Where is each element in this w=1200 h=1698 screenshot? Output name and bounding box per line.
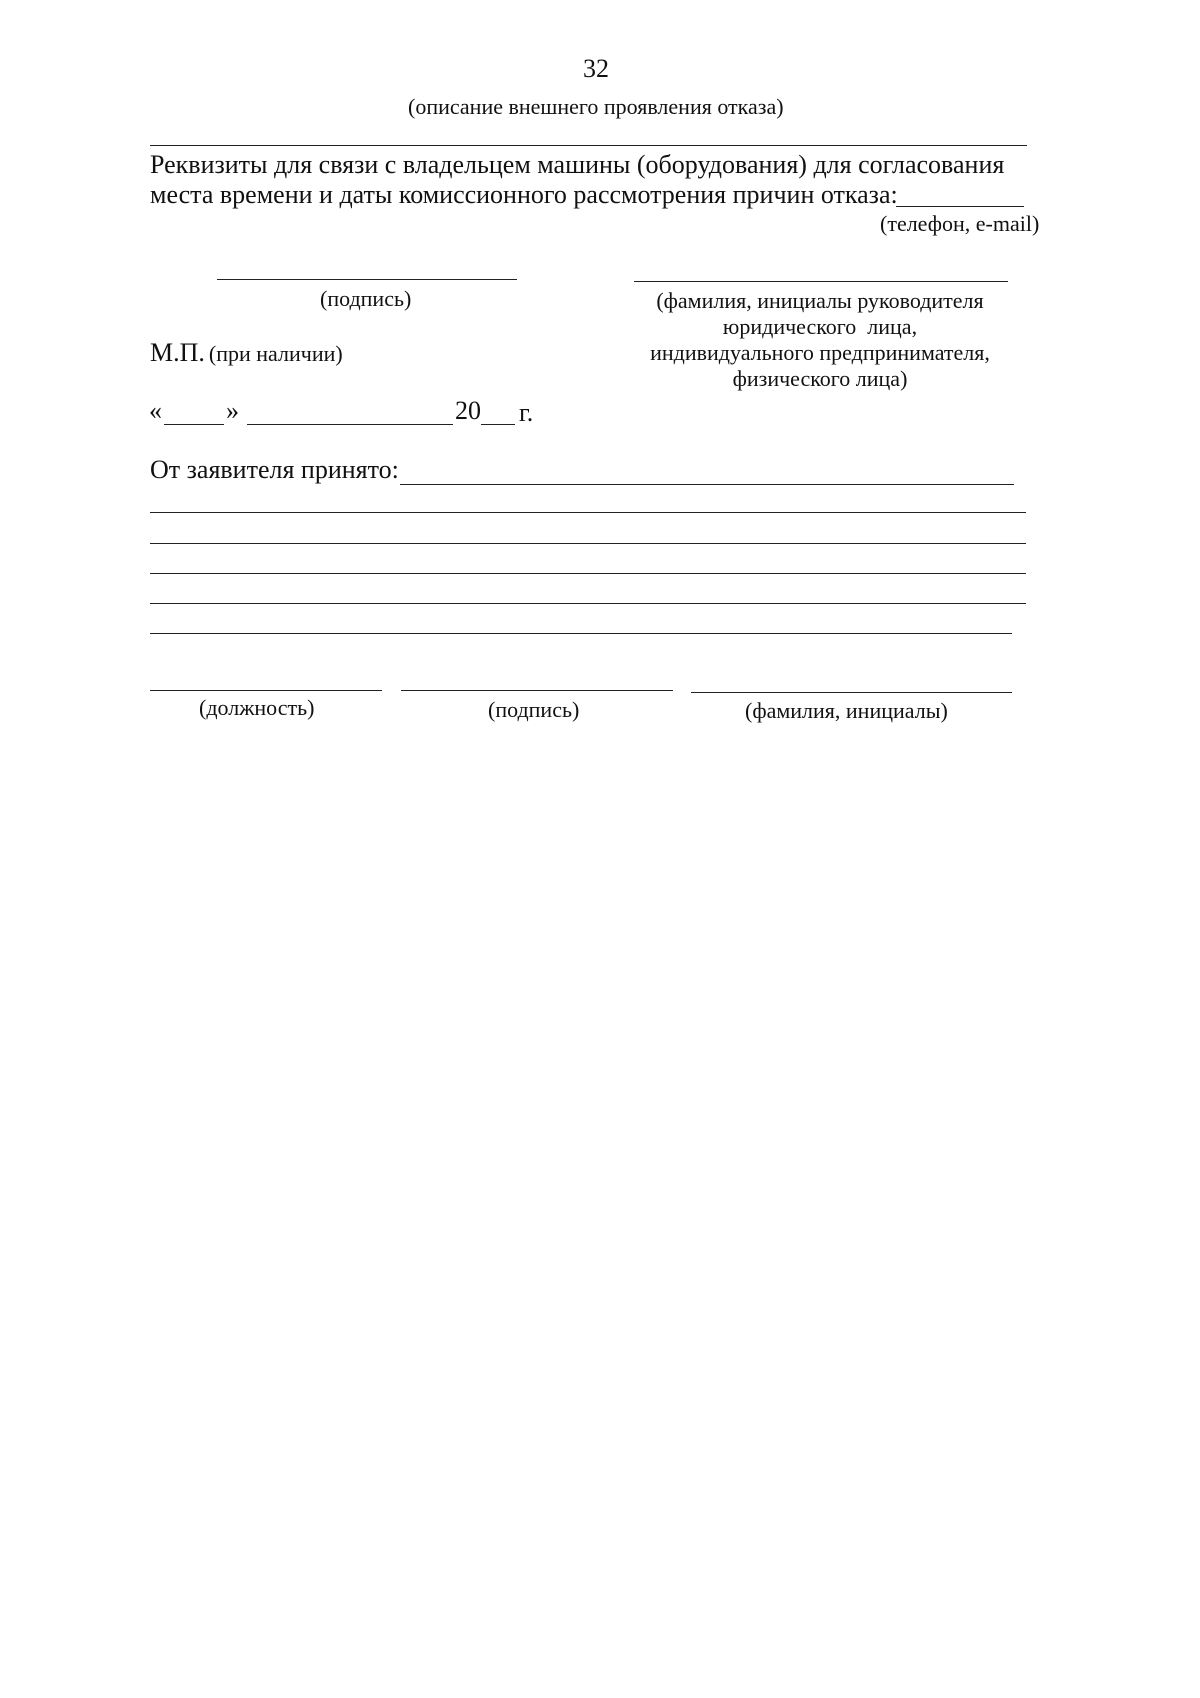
name-caption-line-2: юридического лица, (722, 314, 918, 339)
bottom-signature-caption: (подпись) (488, 697, 580, 722)
acceptance-line-6 (150, 633, 1012, 634)
seal-place (150, 338, 343, 368)
contacts-text-line-2: места времени и даты комиссионного рассмотрения причин отказа: (150, 180, 898, 209)
position-caption: (должность) (199, 695, 315, 720)
date-day-line (164, 424, 224, 425)
date-year-prefix: 20 (455, 396, 481, 425)
failure-description-line (150, 145, 1027, 146)
contacts-input-line (896, 206, 1024, 207)
date-year-line (481, 424, 515, 425)
name-caption (620, 288, 1020, 392)
failure-description-caption: (описание внешнего проявления отказа) (408, 94, 784, 119)
acceptance-line-2 (150, 512, 1026, 513)
date-year-suffix: г. (519, 398, 534, 427)
seal-note: (при наличии) (208, 341, 343, 366)
bottom-signature-line (401, 690, 673, 691)
acceptance-line-4 (150, 573, 1026, 574)
bottom-name-caption: (фамилия, инициалы) (745, 698, 948, 723)
name-caption-line-4: физического лица) (732, 366, 908, 391)
date-open-quote: « (149, 396, 162, 425)
contacts-caption: (телефон, e-mail) (880, 211, 1040, 236)
signature-caption: (подпись) (320, 286, 412, 311)
acceptance-line-5 (150, 603, 1026, 604)
signature-line (217, 279, 517, 280)
page-number: 32 (583, 54, 609, 83)
name-line (634, 281, 1008, 282)
date-close-quote: » (226, 396, 239, 425)
acceptance-label: От заявителя принято: (150, 455, 399, 484)
date-month-line (247, 424, 453, 425)
seal-label: М.П. (150, 338, 205, 367)
acceptance-line-3 (150, 543, 1026, 544)
contacts-text-line-1: Реквизиты для связи с владельцем машины (оборудования) для согласования (150, 150, 1005, 179)
name-caption-line-3: индивидуального предпринимателя, (650, 340, 990, 365)
name-caption-line-1: (фамилия, инициалы руководителя (656, 288, 984, 313)
bottom-name-line (691, 692, 1012, 693)
position-line (150, 690, 382, 691)
acceptance-line-1 (400, 484, 1014, 485)
